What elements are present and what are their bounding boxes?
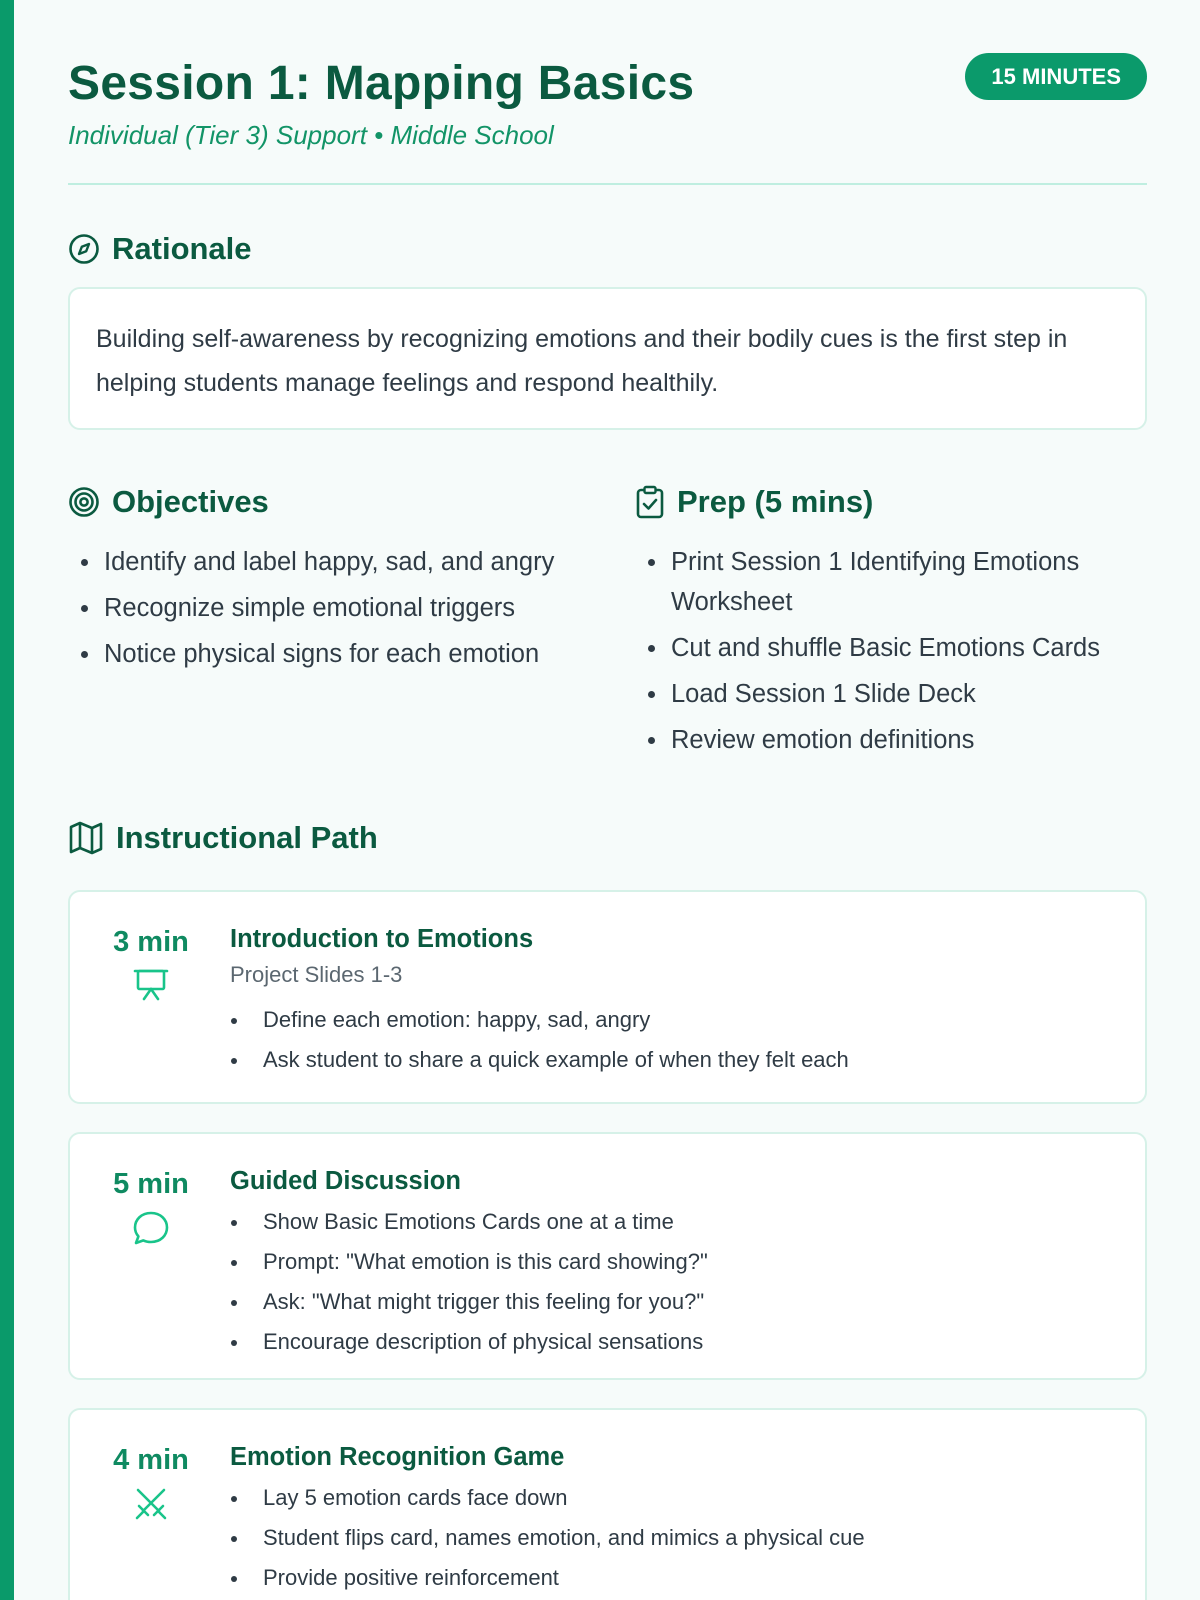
step-list bbox=[230, 1000, 1145, 1080]
chat-bubble-icon bbox=[131, 1209, 171, 1252]
objectives-heading bbox=[68, 484, 635, 520]
swords-icon bbox=[132, 1485, 170, 1528]
list-item: Prompt: "What emotion is this card showing?" bbox=[230, 1242, 1145, 1282]
instructional-path-heading-label: Instructional Path bbox=[116, 820, 378, 855]
duration-badge: 15 MINUTES bbox=[965, 53, 1147, 100]
step-time: 5 min bbox=[113, 1168, 189, 1200]
list-item: Print Session 1 Identifying Emotions Worksheet bbox=[635, 542, 1147, 622]
step-left bbox=[70, 1134, 232, 1252]
list-item: Cut and shuffle Basic Emotions Cards bbox=[635, 628, 1147, 668]
list-item: Ask: "What might trigger this feeling for you?" bbox=[230, 1282, 1145, 1322]
list-item: Recognize simple emotional triggers bbox=[68, 588, 635, 628]
step-title: Introduction to Emotions bbox=[230, 925, 534, 953]
step-body bbox=[230, 1410, 1145, 1598]
list-item: Provide positive reinforcement bbox=[230, 1558, 1145, 1598]
prep-heading bbox=[635, 484, 1147, 520]
page-subtitle: Individual (Tier 3) Support • Middle School bbox=[68, 120, 554, 150]
header bbox=[68, 0, 1147, 185]
list-item: Load Session 1 Slide Deck bbox=[635, 674, 1147, 714]
objectives-section bbox=[68, 484, 635, 766]
step-card bbox=[68, 890, 1147, 1104]
step-time: 3 min bbox=[113, 926, 189, 958]
target-icon bbox=[68, 486, 100, 518]
accent-bar bbox=[0, 0, 14, 1600]
list-item: Define each emotion: happy, sad, angry bbox=[230, 1000, 1145, 1040]
objectives-prep-row bbox=[68, 484, 1147, 766]
list-item: Notice physical signs for each emotion bbox=[68, 634, 635, 674]
step-list bbox=[230, 1478, 1145, 1598]
step-left bbox=[70, 892, 232, 1008]
page-title: Session 1: Mapping Basics bbox=[68, 57, 695, 110]
rationale-heading-label: Rationale bbox=[112, 231, 252, 266]
prep-heading-label: Prep (5 mins) bbox=[677, 484, 874, 519]
list-item: Encourage description of physical sensations bbox=[230, 1322, 1145, 1362]
instructional-path-heading bbox=[68, 820, 1147, 856]
list-item: Identify and label happy, sad, and angry bbox=[68, 542, 635, 582]
list-item: Ask student to share a quick example of when they felt each bbox=[230, 1040, 1145, 1080]
prep-list bbox=[635, 542, 1147, 760]
step-left bbox=[70, 1410, 232, 1528]
lesson-page bbox=[68, 0, 1147, 1600]
clipboard-check-icon bbox=[635, 485, 665, 519]
presentation-icon bbox=[132, 967, 170, 1008]
map-icon bbox=[68, 821, 104, 855]
step-subtitle: Project Slides 1-3 bbox=[230, 962, 403, 987]
list-item: Lay 5 emotion cards face down bbox=[230, 1478, 1145, 1518]
step-title: Guided Discussion bbox=[230, 1167, 461, 1195]
step-body bbox=[230, 1134, 1145, 1362]
objectives-list bbox=[68, 542, 635, 674]
list-item: Review emotion definitions bbox=[635, 720, 1147, 760]
step-time: 4 min bbox=[113, 1444, 189, 1476]
step-card bbox=[68, 1408, 1147, 1600]
instructional-steps bbox=[68, 890, 1147, 1600]
step-body bbox=[230, 892, 1145, 1080]
list-item: Show Basic Emotions Cards one at a time bbox=[230, 1202, 1145, 1242]
objectives-heading-label: Objectives bbox=[112, 484, 269, 519]
prep-section bbox=[635, 484, 1147, 766]
step-title: Emotion Recognition Game bbox=[230, 1443, 565, 1471]
step-card bbox=[68, 1132, 1147, 1380]
rationale-heading bbox=[68, 231, 1147, 267]
step-list bbox=[230, 1202, 1145, 1362]
rationale-text: Building self-awareness by recognizing emotions and their bodily cues is the first step in helping students manage feelings and respond healthily. bbox=[68, 287, 1147, 430]
compass-icon bbox=[68, 233, 100, 265]
list-item: Student flips card, names emotion, and mimics a physical cue bbox=[230, 1518, 1145, 1558]
